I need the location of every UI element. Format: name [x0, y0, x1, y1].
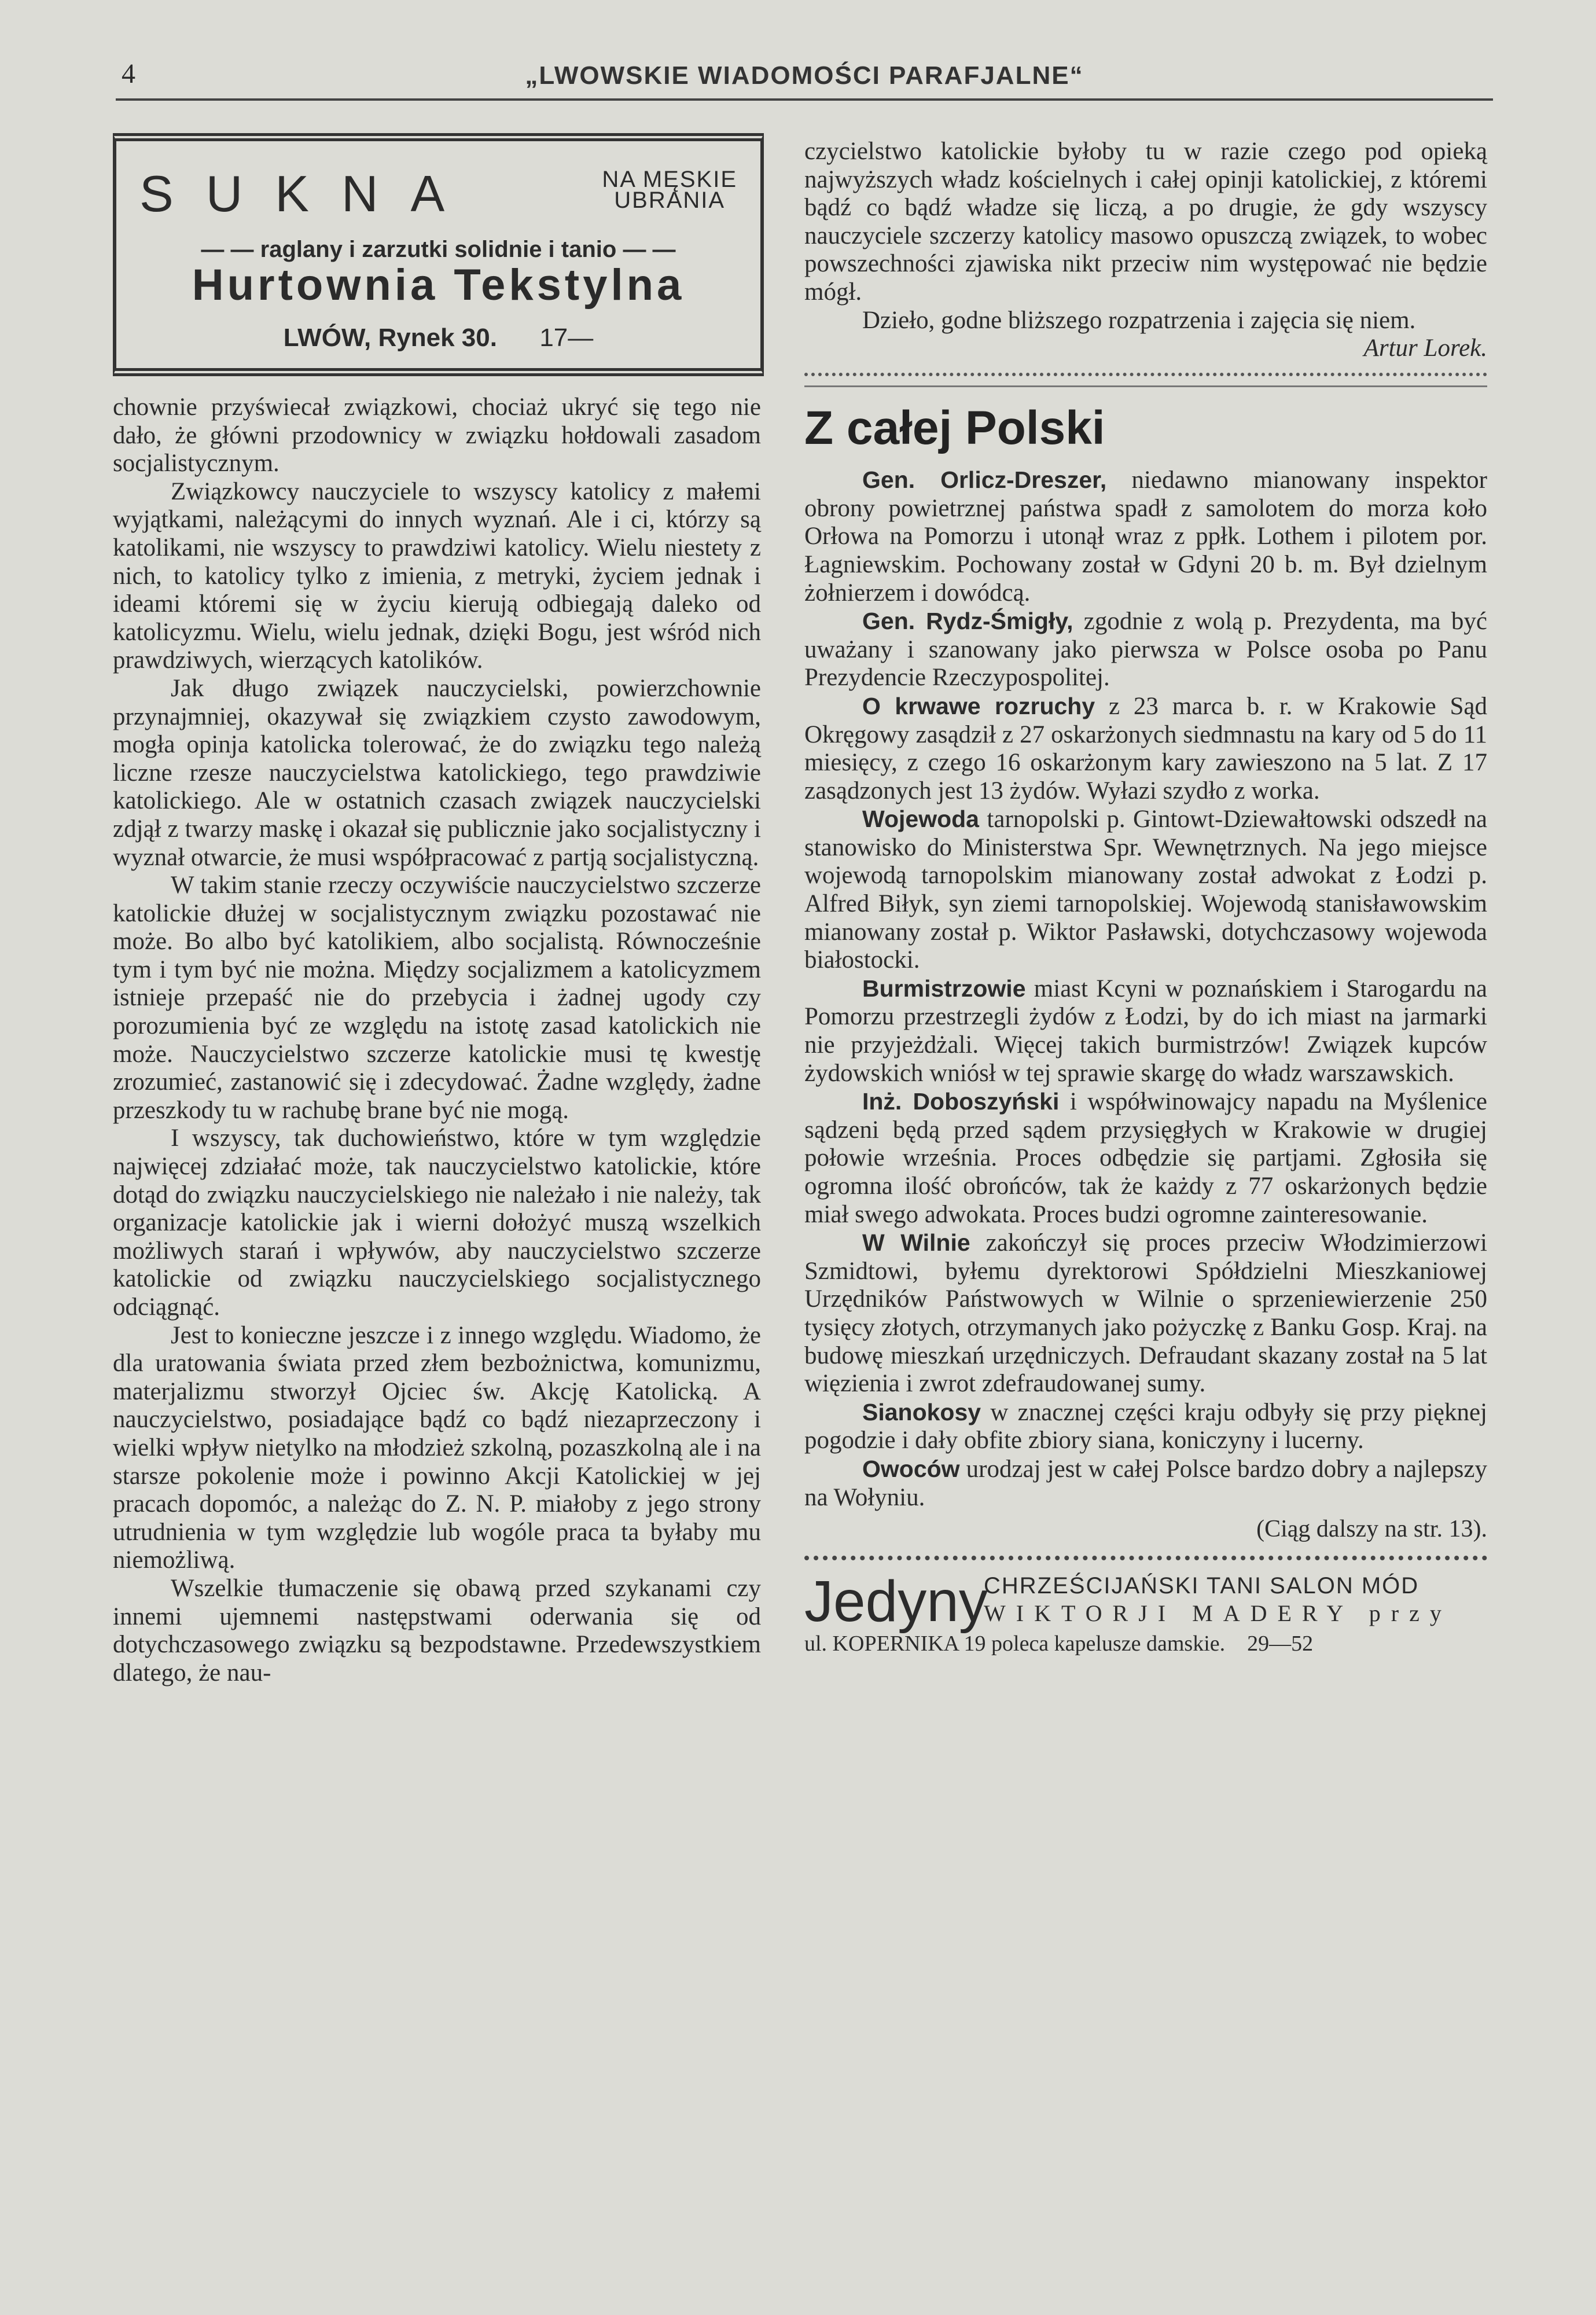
- news-item: [804, 607, 1487, 692]
- ad-salon-code: 29—52: [1247, 1631, 1314, 1656]
- news-text: miast Kcyni w poznańskiem i Starogardu na Pomorzu przestrzegli żydów z Łodzi, by do ich miast na jarmarki nie przyjeżdżali. Więcej takich burmistrzów! Związek kupców żydowskich wniósł w tej sprawie skargę do władz warszawskich.: [804, 975, 1487, 1087]
- ad-men-clothing: [602, 169, 737, 211]
- news-text: zgodnie z wolą p. Prezydenta, ma być uważany i szanowany jako pierwsza w Polsce osoba po Panu Prezydencie Rzeczypospolitej.: [804, 608, 1487, 692]
- left-paragraph-6: Wszelkie tłumaczenie się obawą przed szykanami czy innemi ujemnemi następstwami oderwania się od dotychczasowego związku są bezpodstawne. Przedewszystkiem dlatego, że nau-: [113, 1574, 761, 1686]
- decorative-divider: [804, 373, 1487, 387]
- ad-salon-mod: [804, 1556, 1487, 1656]
- news-keyword: Gen. Orlicz-Dreszer,: [862, 466, 1107, 494]
- news-item: [804, 1229, 1487, 1398]
- news-keyword: Wojewoda: [862, 806, 979, 833]
- news-item: [804, 466, 1487, 607]
- left-paragraph-5: Jest to konieczne jeszcze i z innego względu. Wiadomo, że dla uratowania świata przed złem bezbożnictwa, komunizmu, materjalizmu stworzył Ojciec św. Akcję Katolicką. A nauczycielstwo, posiadające bądź co bądź niezaprzeczony i wielki wpływ nietylko na młodzież szkolną, pozaszkolną ale i na starsze pokolenie może i powinno Akcji Katolickiej w jej pracach dopomóc, a należąc do Z. N. P. miałoby z jego strony utrudnienia w tym względzie lub wogóle praca ta byłaby mu niemożliwą.: [113, 1321, 761, 1574]
- news-keyword: W Wilnie: [862, 1229, 970, 1256]
- ad-jedyny: Jedyny: [804, 1569, 988, 1634]
- news-item: [804, 1398, 1487, 1455]
- news-text: i współwinowajcy napadu na Myślenice sądzeni będą przed sądem przysięgłych w Krakowie w drugiej połowie września. Proces odbędzie się partjami. Zgłosiła się ogromna ilość obrońców, tak że każdy z 77 oskarżonych będzie miał swego adwokata. Proces budzi ogromne zainteresowanie.: [804, 1088, 1487, 1228]
- left-paragraph-3: W takim stanie rzeczy oczywiście nauczycielstwo szczerze katolickie dłużej w socjalistycznym związku pozostawać nie może. Bo albo być katolikiem, albo socjalistą. Równocześnie tym i tym być nie można. Między socjalizmem a katolicyzmem istnieje przepaść nie do przebycia i żadnej ugody czy porozumienia być ze względu na istotę zasad katolickich nie może. Nauczycielstwo szczerze katolickie musi tę kwestję zrozumieć, zastanowić się i zdecydować. Żadne względy, żadne przeszkody tu w rachubę brane być nie mogą.: [113, 872, 761, 1124]
- ad-hurtownia-tekstylna: [113, 133, 764, 376]
- right-column: [804, 138, 1488, 1656]
- ad-salon-line1: CHRZEŚCIJAŃSKI TANI SALON MÓD: [984, 1573, 1420, 1599]
- ad-salon-address: ul. KOPERNIKA 19 poleca kapelusze damskie.: [804, 1631, 1226, 1656]
- ad-salon-line2: WIKTORJI MADERY przy: [984, 1600, 1452, 1627]
- ad-salon-line3: [804, 1631, 1487, 1656]
- news-item: [804, 692, 1487, 805]
- ad-code: 17—: [539, 324, 594, 352]
- continuation-note: (Ciąg dalszy na str. 13).: [1256, 1516, 1487, 1543]
- news-item: [804, 975, 1487, 1087]
- running-title: „LWOWSKIE WIADOMOŚCI PARAFJALNE“: [525, 61, 1084, 90]
- section-title: Z całej Polski: [804, 402, 1105, 455]
- right-paragraph-0: czycielstwo katolickie byłoby tu w razie czego pod opieką najwyższych władz kościelnych i całej opinji katolickiej, z któremi bądź co bądź władze się liczą, a po drugie, że gdy wszyscy nauczyciele szczerzy katolicy masowo opuszczą związek, to wobec powszechności zjawiska nikt przeciw nim występować nie będzie mógł.: [804, 138, 1487, 306]
- ad-men-line2: UBRANIA: [614, 188, 726, 213]
- left-paragraph-2: Jak długo związek nauczycielski, powierzchownie przynajmniej, okazywał się związkiem czysto zawodowym, mogła opinja katolicka tolerować, że do związku tego należą liczne rzesze nauczycielstwa katolickiego, tego prawdziwie katolickiego. Ale w ostatnich czasach związek nauczycielski zdjął z twarzy maskę i okazał się publicznie jako socjalistyczny i wyznał otwarcie, że musi współpracować z partją socjalistyczną.: [113, 674, 761, 871]
- news-keyword: Sianokosy: [862, 1398, 981, 1425]
- left-paragraph-1: Związkowcy nauczyciele to wszyscy katolicy z małemi wyjątkami, należącymi do innych wyznań. Ale i ci, którzy są katolikami, nie wszyscy to prawdziwi katolicy. Wielu niestety z nich, to katolicy tylko z imienia, z metryki, życiem jednak i ideami któremi się w życiu kierują odbiegają daleko od katolicyzmu. Wielu, wielu jednak, dzięki Bogu, jest wśród nich prawdziwych, wierzących katolików.: [113, 477, 761, 674]
- news-keyword: Owoców: [862, 1455, 960, 1482]
- left-paragraph-0: chownie przyświecał związkowi, chociaż ukryć się tego nie dało, że główni przodownicy w związku hołdowali zasadom socjalistycznym.: [113, 394, 761, 477]
- news-keyword: Burmistrzowie: [862, 975, 1026, 1002]
- ad-men-line1: NA MĘSKIE: [602, 167, 737, 192]
- news-keyword: Inż. Doboszyński: [862, 1088, 1060, 1115]
- news-text: zakończył się proces przeciw Włodzimierzowi Szmidtowi, byłemu dyrektorowi Spółdzielni Mieszkaniowej Urzędników Państwowych w Wilnie o sprzeniewierzenie 250 tysięcy złotych, otrzymanych jako pożyczkę z Banku Gosp. Kraj. na budowę mieszkań urzędniczych. Defraudant skazany został na 5 lat więzienia i zwrot zdefraudowanej sumy.: [804, 1229, 1488, 1398]
- left-paragraph-4: I wszyscy, tak duchowieństwo, które w tym względzie najwięcej zdziałać może, tak nauczycielstwo katolickie, które dotąd do związku nauczycielskiego nie należało i nie należy, tak organizacje katolickie jak i wierni dołożyć muszą wszelkich możliwych starań i wpływów, aby nauczycielstwo szczerze katolickie od związku nauczycielskiego socjalistycznego odciągnąć.: [113, 1125, 761, 1321]
- news-keyword: Gen. Rydz-Śmigły,: [862, 608, 1073, 635]
- article-author: Artur Lorek.: [1363, 335, 1487, 362]
- ad-address-text: LWÓW, Rynek 30.: [283, 324, 497, 352]
- news-keyword: O krwawe rozruchy: [862, 692, 1095, 719]
- right-paragraph-1: Dzieło, godne bliższego rozpatrzenia i zajęcia się niem.: [862, 306, 1416, 334]
- left-column: [113, 133, 761, 1687]
- news-text: tarnopolski p. Gintowt-Dziewałtowski odszedł na stanowisko do Ministerstwa Spr. Wewnętrznych. Na jego miejsce wojewodą tarnopolskim mianowany został adwokat z Łodzi p. Alfred Biłyk, syn ziemi tarnopolskiej. Wojewodą stanisławowskim mianowany został p. Wiktor Pasławski, dotychczasowy wojewoda białostocki.: [804, 806, 1487, 974]
- page-header: [116, 58, 1493, 101]
- news-item: [804, 1087, 1487, 1229]
- ad-sukna-heading: SUKNA: [139, 165, 477, 222]
- news-text: niedawno mianowany inspektor obrony powietrznej państwa spadł z samolotem do morza koło Orłowa na Pomorzu i utonął wraz z ppłk. Lothem i pilotem por. Łagniewskim. Pochowany został w Gdyni 20 b. m. Był dzielnym żołnierzem i dowódcą.: [804, 466, 1487, 607]
- page-number: 4: [122, 58, 135, 89]
- ad-company-name: Hurtownia Tekstylna: [192, 260, 685, 310]
- news-text: w znacznej części kraju odbyły się przy pięknej pogodzie i dały obfite zbiory siana, koniczyny i lucerny.: [804, 1398, 1487, 1454]
- news-text: z 23 marca b. r. w Krakowie Sąd Okręgowy zasądził z 27 oskarżonych siedmnastu na kary od 5 do 11 miesięcy, z czego 16 oskarżonym kary zawieszono na 5 lat. Z 17 zasądzonych jest 13 żydów. Wyłazi szydło z worka.: [804, 692, 1488, 804]
- news-item: [804, 1455, 1487, 1512]
- news-text: urodzaj jest w całej Polsce bardzo dobry a najlepszy na Wołyniu.: [804, 1455, 1487, 1511]
- ad-address: [139, 324, 737, 352]
- ad-raglany-line: — — raglany i zarzutki solidnie i tanio — —: [201, 237, 676, 262]
- news-item: [804, 805, 1487, 975]
